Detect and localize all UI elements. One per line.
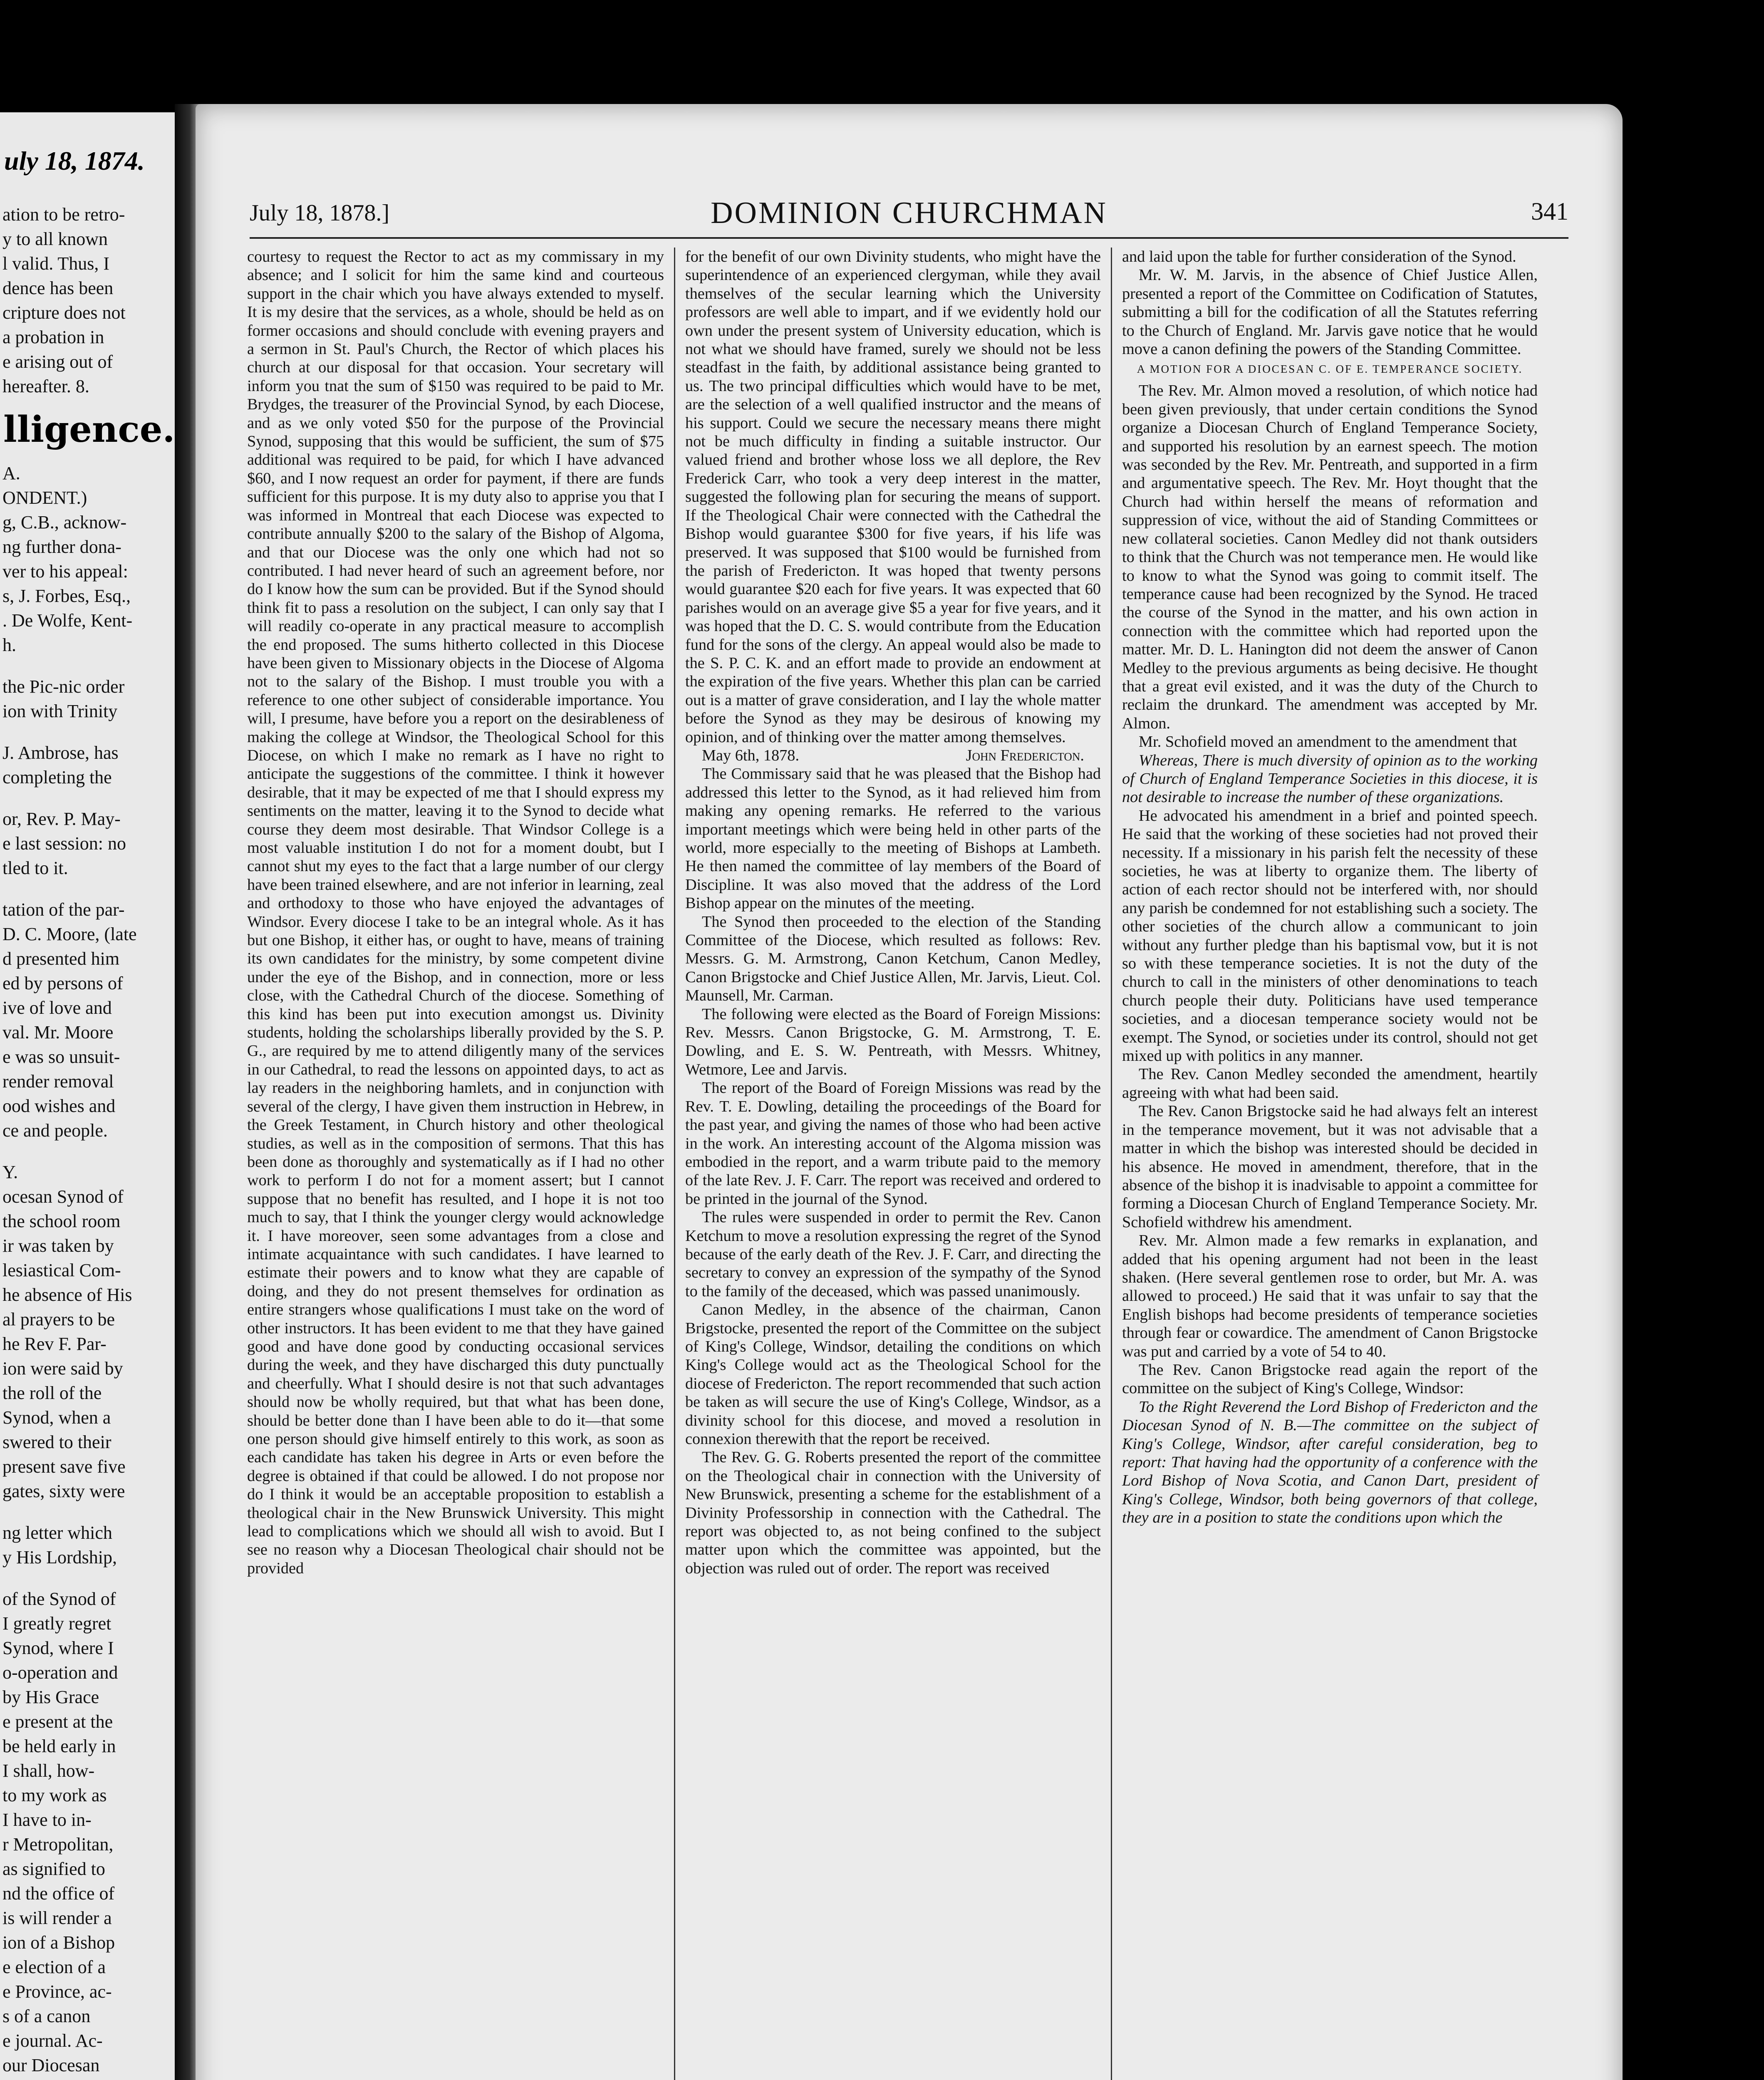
previous-page-line: ation to be retro- (2, 204, 125, 225)
paragraph: The Rev. Canon Brigstocke read again the report of the committee on the subject of King's College, Windsor: (1122, 1361, 1538, 1397)
paragraph: The rules were suspended in order to permit the Rev. Canon Ketchum to move a resolution expressing the regret of the Synod because of the early death of the Rev. J. F. Carr, and directing the secretary to convey an expression of the sympathy of the Synod to the family of the deceased, which was passed unanimously. (685, 1208, 1101, 1300)
paragraph: The Rev. Mr. Almon moved a resolution, of which notice had been given previously, that under certain conditions the Synod organize a Diocesan Church of England Temperance Society, and supported his resolution by an earnest speech. The motion was seconded by the Rev. Mr. Pentreath, and supported in a firm and argumentative speech. The Rev. Mr. Hoyt thought that the Church had within herself the means of reformation and suppression of vice, without the aid of Standing Committees or new collateral societies. Canon Medley did not thank outsiders to think that the Church was not temperance men. He would like to know to what the Synod was going to commit itself. The temperance cause had been recognized by the Synod. He traced the course of the Synod in the matter, and his own action in connection with the committee which had reported upon the matter. Mr. D. L. Hanington did not deem the answer of Canon Medley to the previous arguments as being decisive. He thought that a great evil existed, and it was the duty of the Church to reclaim the drunkard. The amendment was accepted by Mr. Almon. (1122, 382, 1538, 732)
previous-page-line: or, Rev. P. May- (2, 809, 121, 829)
paragraph: The report of the Board of Foreign Missions was read by the Rev. T. E. Dowling, detailing the proceedings of the Board for the past year, and giving the names of those who had been active in the work. An interesting account of the Algoma mission was embodied in the report, and a warm tribute paid to the memory of the late Rev. J. F. Carr. The report was received and ordered to be printed in the journal of the Synod. (685, 1079, 1101, 1208)
previous-page-line: ocesan Synod of (2, 1186, 124, 1207)
previous-page-line: tation of the par- (2, 899, 125, 920)
previous-page-line: cripture does not (2, 302, 126, 323)
previous-page-line: ONDENT.) (2, 488, 87, 508)
previous-page-line: al prayers to be (2, 1309, 115, 1330)
previous-page-line: of the Synod of (2, 1589, 116, 1609)
signature-name: John Fredericton. (966, 746, 1084, 764)
previous-page-line: completing the (2, 767, 112, 787)
previous-page-line: D. C. Moore, (late (2, 924, 137, 944)
previous-page-line: tled to it. (2, 858, 68, 878)
previous-page-line: as signified to (2, 1859, 105, 1879)
previous-page-line: the roll of the (2, 1383, 102, 1403)
section-heading: A MOTION FOR A DIOCESAN C. OF E. TEMPERANCE SOCIETY. (1137, 363, 1523, 376)
paragraph: Mr. Schofield moved an amendment to the amendment that (1139, 733, 1517, 751)
report-text: To the Right Reverend the Lord Bishop of Fredericton and the Diocesan Synod of N. B.—The committee on the subject of King's College, Windsor, after careful consideration, beg to report: That having had the opportunity of a conference with the Lord Bishop of Nova Scotia, and Canon Dart, president of King's College, Windsor, both being governors of that college, they are in a position to state the conditions upon which the (1122, 1398, 1538, 1527)
previous-page-line: hereafter. 8. (2, 376, 89, 396)
previous-page-line: s of a canon (2, 2006, 91, 2026)
previous-page-line: the school room (2, 1211, 121, 1231)
bishop-letter-end: for the benefit of our own Divinity students, who might have the superintendence of an experienced clergyman, while they avail themselves of the secular learning which the University professors are well able to impart, and if we evidently hold our own under the present system of University education, which is not what we should have framed, surely we should not be less steadfast in the faith, by additional assistance being granted to us. The two principal difficulties which would have to be met, are the selection of a well qualified instructor and the means of his support. Could we secure the necessary means there might not be much difficulty in finding a suitable instructor. Our valued friend and brother whose loss we all deplore, the Rev Frederick Carr, who took a very deep interest in the matter, suggested the following plan for securing the means of support. If the Theological Chair were connected with the Cathedral the Bishop would guarantee $300 for five years, if his life was preserved. It was supposed that $100 would be furnished from the parish of Fredericton. It was hoped that twenty persons would guarantee $20 each for five years. It was expected that 60 parishes would on an average give $5 a year for five years, and it was hoped that the D. C. S. would contribute from the Education fund for the sons of the clergy. An appeal would also be made to the S. P. C. K. and an effort made to provide an endowment at the expiration of the five years. Whether this plan can be carried out is a matter of grave consideration, and I lay the whole matter before the Synod as they may be desirous of knowing my opinion, and of thinking over the matter among themselves. (685, 248, 1101, 746)
previous-page-line: e last session: no (2, 833, 126, 854)
previous-page-line: d presented him (2, 948, 120, 969)
column-1 (237, 248, 674, 2080)
paragraph: The Commissary said that he was pleased that the Bishop had addressed this letter to the Synod, as it had relieved him from making any opening remarks. He referred to the various important meetings which were being held in other parts of the world, more especially to the meeting of Bishops at Lambeth. He then named the committee of lay members of the Board of Discipline. It was also moved that the address of the Lord Bishop appear on the minutes of the meeting. (685, 765, 1101, 912)
previous-page-line: present save five (2, 1456, 126, 1477)
scan-border (1623, 104, 1764, 2080)
previous-page-line: y His Lordship, (2, 1547, 117, 1567)
signature-date: May 6th, 1878. (702, 746, 800, 764)
previous-page-line: ce and people. (2, 1120, 108, 1141)
previous-page-line: s, J. Forbes, Esq., (2, 586, 131, 606)
previous-page-line: e journal. Ac- (2, 2030, 103, 2051)
newspaper-page (196, 104, 1623, 2080)
paragraph: The Rev. G. G. Roberts presented the report of the committee on the Theological chair in connection with the University of New Brunswick, presenting a scheme for the establishment of a Divinity Professorship in connection with the Cathedral. The report was objected to, as not being confined to the subject matter upon which the committee was appointed, but the objection was ruled out of order. The report was received (685, 1449, 1101, 1577)
paragraph: The Synod then proceeded to the election of the Standing Committee of the Diocese, which resulted as follows: Rev. Messrs. G. M. Armstrong, Canon Ketchum, Canon Medley, Canon Brigstocke and Chief Justice Allen, Mr. Jarvis, Lieut. Col. Maunsell, Mr. Carman. (685, 913, 1101, 1005)
page-header (250, 191, 1568, 239)
previous-page-line: ion of a Bishop (2, 1932, 115, 1953)
previous-page-line: e Province, ac- (2, 1981, 112, 2002)
paragraph: and laid upon the table for further consideration of the Synod. (1122, 248, 1516, 265)
column-3 (1111, 248, 1548, 2080)
previous-page-line: h. (2, 635, 16, 655)
paragraph: The Rev. Canon Medley seconded the amendment, heartily agreeing with what had been said. (1122, 1065, 1538, 1102)
previous-page-line: gates, sixty were (2, 1481, 125, 1501)
previous-page-line: he Rev F. Par- (2, 1334, 107, 1354)
previous-page-line: I greatly regret (2, 1613, 111, 1634)
paragraph: Canon Medley, in the absence of the chairman, Canon Brigstocke, presented the report of the Committee on the subject of King's College, Windsor, detailing the conditions on which King's College would act as the Theological School for the diocese of Fredericton. The report recommended that such action be taken as will secure the use of King's College, Windsor, as a divinity school for this diocese, and moved a resolution in connexion therewith that the report be received. (685, 1301, 1101, 1448)
previous-page-line: A. (2, 463, 20, 483)
previous-page-line: lesiastical Com- (2, 1260, 121, 1280)
previous-page-line: dence has been (2, 278, 114, 298)
previous-page-line: ed by persons of (2, 973, 123, 993)
header-date: July 18, 1878.] (250, 200, 389, 226)
previous-page-line: to my work as (2, 1785, 107, 1805)
previous-page-line: I have to in- (2, 1810, 92, 1830)
previous-page-line: e election of a (2, 1957, 106, 1977)
previous-page-line: Synod, where I (2, 1638, 114, 1658)
amendment-text: Whereas, There is much diversity of opinion as to the working of Church of England Temperance Societies in this diocese, it is not desirable to increase the number of these organizations. (1122, 751, 1538, 806)
paragraph: Mr. W. M. Jarvis, in the absence of Chief Justice Allen, presented a report of the Committee on Codification of Statutes, submitting a bill for the codification of all the Statutes referring to the Church of England. Mr. Jarvis gave notice that he would move a canon defining the powers of the Standing Committee. (1122, 266, 1538, 358)
previous-page-line: ng further dona- (2, 537, 121, 557)
previous-page-line: val. Mr. Moore (2, 1022, 114, 1042)
previous-page-section-title: lligence. (3, 409, 175, 451)
previous-page-line: be held early in (2, 1736, 116, 1756)
previous-page-line: ood wishes and (2, 1096, 116, 1116)
column-2 (674, 248, 1111, 2080)
previous-page-line: Y. (2, 1162, 18, 1182)
article-columns (237, 248, 1602, 2080)
previous-page-line: J. Ambrose, has (2, 743, 119, 763)
previous-page-line: render removal (2, 1071, 114, 1092)
previous-page-fragment (0, 112, 177, 2080)
previous-page-line: r Metropolitan, (2, 1834, 114, 1855)
publication-title: DOMINION CHURCHMAN (711, 196, 1107, 230)
previous-page-line: ver to his appeal: (2, 561, 128, 582)
previous-page-line: our Diocesan (2, 2055, 100, 2075)
column-1-text: courtesy to request the Rector to act as my commissary in my absence; and I solicit for him the same kind and courteous support in the chair which you have always extended to myself. It is my desire that the services, as a whole, should be held as on former occasions and should conclude with evening prayers and a sermon in St. Paul's Church, the Rector of which places his church at our disposal for that occasion. Your secretary will inform you tnat the sum of $150 was required to be paid to Mr. Brydges, the treasurer of the Provincial Synod, by each Diocese, and as we only voted $50 for the purpose of the Provincial Synod, supposing that this would be sufficient, the sum of $75 additional was required to be paid, for which I have advanced $60, and I now request an order for payment, if there are funds sufficient for this purpose. It is my duty also to apprise you that I was informed in Montreal that each Diocese was expected to contribute annually $200 to the salary of the Bishop of Algoma, and that our Diocese was the only one which had not so contributed. I had never heard of such an agreement before, nor do I know how the sum can be provided. But if the Synod should think fit to pass a resolution on the subject, I can only say that I will readily co-operate in any practical measure to accomplish the end proposed. The sums hitherto collected in this Diocese have been given to Missionary objects in the Diocese of Algoma not to the salary of the Bishop. I must trouble you with a reference to one other subject of considerable importance. You will, I presume, have before you a report on the desirableness of making the college at Windsor, the Theological School for this Diocese, on which I make no remark as I have no right to anticipate the suggestions of the committee. I think it however desirable, that it may be expected of me that I should express my sentiments on the matter, leaving it to the Synod to decide what course they deem most desirable. That Windsor College is a most valuable institution I do not for a moment doubt, but I cannot shut my eyes to the fact that a large number of our clergy have been trained elsewhere, and are not inferior in learning, zeal and orthodoxy to those who have enjoyed the advantages of Windsor. Every diocese I take to be an integral whole. As it has but one Bishop, it either has, or ought to have, means of training its own candidates for the ministry, by some competent divine under the eye of the Bishop, and in connection, more or less close, with the Cathedral Church of the diocese. Something of this kind has been put into execution amongst us. Divinity students, holding the scholarships liberally provided by the S. P. G., are required by me to attend diligently many of the services in our Cathedral, to read the lessons on appointed days, to act as lay readers in the neighboring hamlets, and in conjunction with several of the clergy, I have given them instruction in Hebrew, in the Greek Testament, in Church history and other theological studies, as well as in the composition of sermons. That this has been done as thoroughly and systematically as if I had no other work to perform I do not for a moment assert; but I cannot suppose that no benefit has resulted, and I hope it is not too much to say, that I think the younger clergy would acknowledge it. I have moreover, seen some advantages from a close and intimate acquaintance with such candidates. I have learned to estimate their powers and to know what they are capable of doing, and they do not present themselves for ordination as entire strangers whose qualifications I must take on the word of other instructors. It has been evident to me that they have gained good and have done good by conducting occasional services during the week, and they have discharged this duty punctually and cheerfully. What I should desire is not that such advantages should now be wholly required, but that what has been done, should be better done than I have been able to do it—that some one person should give himself entirely to this work, as soon as each candidate has taken his degree in Arts or even before the degree is obtained if that could be allowed. I do not propose nor do I think it would be an acceptable proposition to establish a theological chair in the New Brunswick University. This might lead to complications which we should all wish to avoid. But I see no reason why a Diocesan Theological chair should not be provided (247, 248, 664, 1577)
paragraph: He advocated his amendment in a brief and pointed speech. He said that the working of these societies had not proved their necessity. If a missionary in his parish felt the necessity of these societies, he was at liberty to organize them. The liberty of action of each rector should not be interfered with, nor should any parish be condemned for not establishing such a society. The other societies of the church allow a communicant to join without any further pledge than his baptismal vow, but it is not so with these temperance societies. It is not the duty of the church to call in the ministers of other denominations to teach church people their duty. Politicians have used temperance societies, and a diocesan temperance society would not be exempt. The Synod, or societies under its control, should not get mixed up with politics in any manner. (1122, 807, 1538, 1065)
previous-page-line: nd the office of (2, 1883, 115, 1904)
previous-page-line: e was so unsuit- (2, 1047, 120, 1067)
previous-page-line: y to all known (2, 229, 108, 249)
previous-page-line: ion with Trinity (2, 701, 118, 721)
previous-page-line: the Pic-nic order (2, 676, 125, 697)
previous-page-line: ion were said by (2, 1358, 123, 1379)
previous-page-line: Synod, when a (2, 1407, 111, 1428)
previous-page-line: is will render a (2, 1908, 112, 1928)
previous-page-line: by His Grace (2, 1687, 99, 1707)
previous-page-line: a probation in (2, 327, 104, 347)
paragraph: The following were elected as the Board of Foreign Missions: Rev. Messrs. Canon Brigstocke, G. M. Armstrong, T. E. Dowling, and E. S. W. Pentreath, with Messrs. Whitney, Wetmore, Lee and Jarvis. (685, 1005, 1101, 1078)
previous-page-line: he absence of His (2, 1285, 132, 1305)
previous-page-line: o-operation and (2, 1662, 118, 1683)
previous-page-line: ir was taken by (2, 1236, 114, 1256)
page-number: 341 (1531, 198, 1568, 225)
letter-signature (685, 746, 1101, 765)
previous-page-line: ng letter which (2, 1523, 112, 1543)
previous-page-line: I shall, how- (2, 1761, 95, 1781)
previous-page-line: ive of love and (2, 998, 112, 1018)
previous-page-line: . De Wolfe, Kent- (2, 610, 133, 631)
previous-page-line: g, C.B., acknow- (2, 512, 127, 532)
previous-page-line: e present at the (2, 1711, 113, 1732)
previous-page-line: swered to their (2, 1432, 111, 1452)
previous-page-line: e arising out of (2, 352, 113, 372)
paragraph: Rev. Mr. Almon made a few remarks in explanation, and added that his opening argument had not been in the least shaken. (Here several gentlemen rose to order, but Mr. A. was allowed to proceed.) He said that it was unfair to say that the English bishops had become presidents of temperance societies through fear or cowardice. The amendment of Canon Brigstocke was put and carried by a vote of 54 to 40. (1122, 1232, 1538, 1360)
previous-page-date: uly 18, 1874. (4, 146, 145, 176)
previous-page-line: l valid. Thus, I (2, 253, 110, 274)
paragraph: The Rev. Canon Brigstocke said he had always felt an interest in the temperance movement, but it was not advisable that a matter in which the bishop was interested should be decided in his absence. He moved in amendment, therefore, that in the absence of the bishop it is inadvisable to appoint a committee for forming a Diocesan Church of England Temperance Society. Mr. Schofield withdrew his amendment. (1122, 1102, 1538, 1231)
